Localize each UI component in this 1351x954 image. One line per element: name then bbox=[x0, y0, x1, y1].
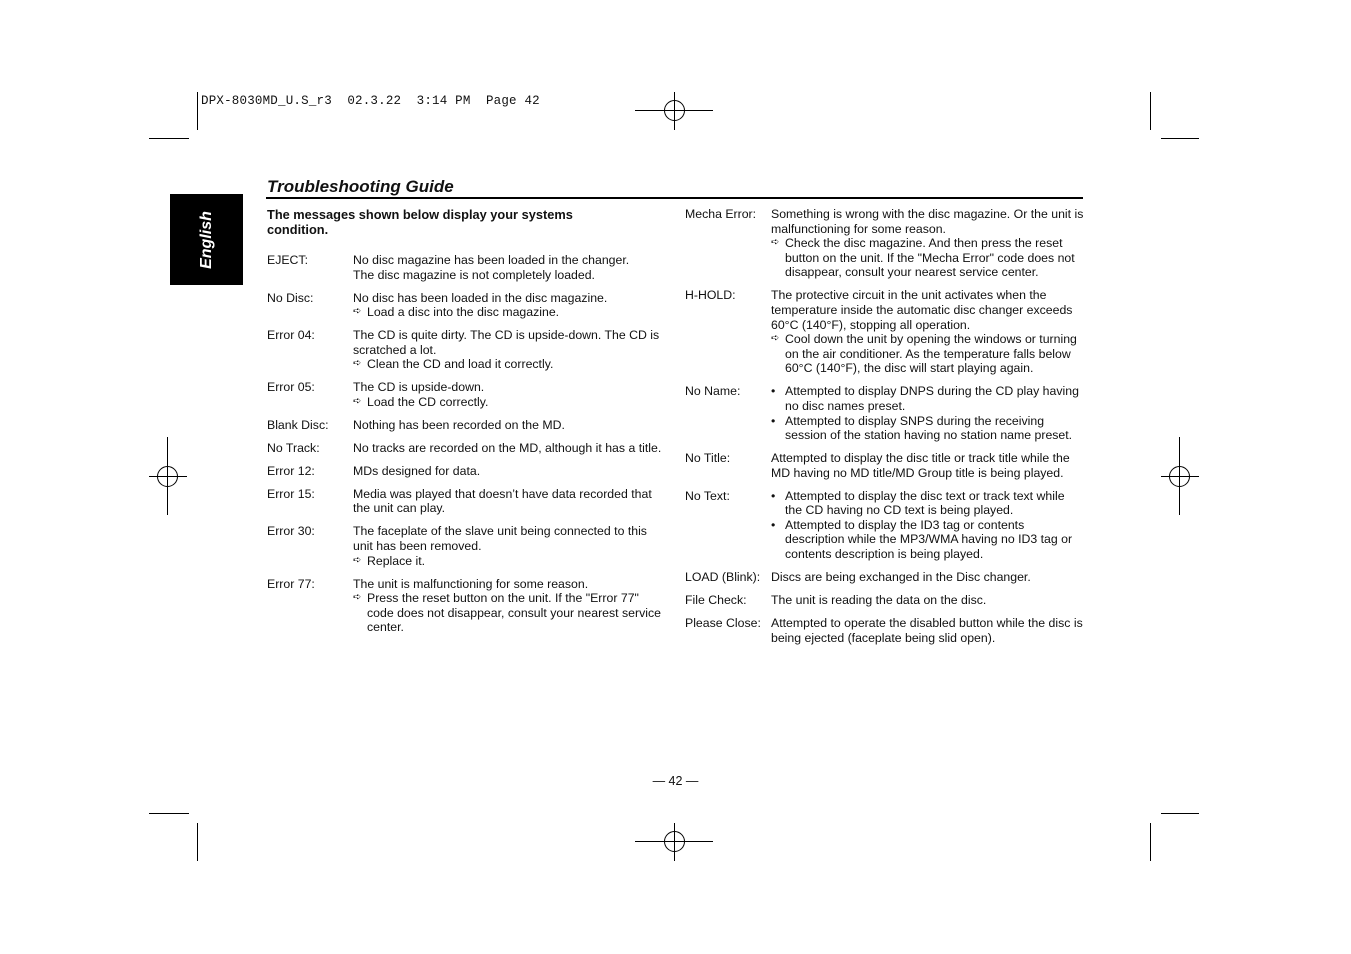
message-description bbox=[353, 441, 667, 456]
message-code: No Track: bbox=[267, 440, 320, 455]
message-code: No Text: bbox=[685, 488, 730, 503]
message-entry bbox=[267, 418, 667, 433]
left-entries bbox=[267, 253, 667, 635]
message-entry bbox=[685, 570, 1085, 585]
description-text: Attempted to display the disc title or track title while the MD having no MD title/MD Group title is being played. bbox=[771, 451, 1070, 480]
description-text: The protective circuit in the unit activates when the temperature inside the automatic disc changer exceeds 60°C (140°F), stopping all operation. bbox=[771, 288, 1073, 332]
remedy-line bbox=[353, 554, 667, 569]
remedy-text: Replace it. bbox=[367, 553, 426, 568]
crop-mark bbox=[197, 823, 198, 861]
description-text: The CD is quite dirty. The CD is upside-down. The CD is scratched a lot. bbox=[353, 328, 660, 357]
language-tab bbox=[170, 194, 243, 285]
message-code: Error 30: bbox=[267, 524, 315, 539]
message-code: Error 15: bbox=[267, 486, 315, 501]
description-text: MDs designed for data. bbox=[353, 463, 481, 478]
message-entry bbox=[267, 524, 667, 568]
left-column bbox=[267, 207, 667, 643]
message-entry bbox=[685, 451, 1085, 480]
message-entry bbox=[267, 487, 667, 516]
remedy-line bbox=[771, 332, 1085, 376]
message-description bbox=[771, 616, 1085, 645]
crop-mark bbox=[1150, 823, 1151, 861]
crop-mark bbox=[149, 138, 189, 139]
message-code: Error 12: bbox=[267, 463, 315, 478]
crop-mark bbox=[1150, 92, 1151, 130]
crop-mark bbox=[149, 813, 189, 814]
bullet-line bbox=[771, 518, 1085, 562]
arrow-icon: ➪ bbox=[771, 333, 780, 345]
message-description bbox=[353, 418, 667, 433]
remedy-line bbox=[353, 591, 667, 635]
page-title: Troubleshooting Guide bbox=[267, 177, 454, 196]
bullet-text: Attempted to display the ID3 tag or contents description while the MP3/WMA having no ID3 tag or contents description is being played. bbox=[785, 517, 1073, 562]
message-description bbox=[771, 593, 1085, 608]
message-description bbox=[771, 489, 1085, 562]
description-text: Something is wrong with the disc magazine. Or the unit is malfunctioning for some reason. bbox=[771, 207, 1084, 236]
message-description bbox=[353, 464, 667, 479]
message-entry bbox=[267, 464, 667, 479]
message-entry bbox=[685, 616, 1085, 645]
title-rule bbox=[266, 197, 1083, 199]
bullet-icon: • bbox=[771, 488, 776, 503]
bullet-line bbox=[771, 414, 1085, 443]
message-code: EJECT: bbox=[267, 253, 308, 267]
message-code: File Check: bbox=[685, 593, 747, 607]
message-code: Please Close: bbox=[685, 615, 761, 630]
message-description bbox=[353, 524, 667, 568]
intro-text: The messages shown below display your systems condition. bbox=[267, 207, 573, 237]
crop-mark bbox=[197, 92, 198, 130]
message-code: Blank Disc: bbox=[267, 417, 329, 432]
bullet-line bbox=[771, 489, 1085, 518]
arrow-icon: ➪ bbox=[353, 592, 362, 604]
message-code: Error 05: bbox=[267, 380, 315, 395]
message-description bbox=[353, 291, 667, 320]
bullet-icon: • bbox=[771, 413, 776, 428]
registration-mark-bottom bbox=[635, 823, 713, 861]
message-description bbox=[771, 207, 1085, 280]
remedy-text: Load a disc into the disc magazine. bbox=[367, 305, 560, 320]
description-text: No tracks are recorded on the MD, although it has a title. bbox=[353, 440, 662, 455]
message-description bbox=[353, 253, 667, 282]
remedy-text: Check the disc magazine. And then press the reset button on the unit. If the "Mecha Error" code does not disappear, consult your nearest service center. bbox=[785, 236, 1075, 280]
message-description bbox=[771, 451, 1085, 480]
message-code: H-HOLD: bbox=[685, 288, 736, 303]
message-entry bbox=[267, 328, 667, 372]
message-code: No Disc: bbox=[267, 290, 314, 305]
message-code: Error 04: bbox=[267, 328, 315, 343]
description-text: Media was played that doesn’t have data recorded that the unit can play. bbox=[353, 486, 652, 516]
message-code: LOAD (Blink): bbox=[685, 570, 761, 585]
bullet-text: Attempted to display DNPS during the CD play having no disc names preset. bbox=[785, 384, 1079, 413]
remedy-text: Press the reset button on the unit. If the "Error 77" code does not disappear, consult your nearest service center. bbox=[367, 591, 661, 635]
remedy-line bbox=[353, 395, 667, 410]
message-description bbox=[771, 288, 1085, 376]
message-entry bbox=[685, 384, 1085, 442]
message-description bbox=[353, 487, 667, 516]
message-entry bbox=[267, 577, 667, 635]
remedy-line bbox=[353, 357, 667, 372]
description-text: The disc magazine is not completely loaded. bbox=[353, 267, 595, 282]
message-entry bbox=[685, 288, 1085, 376]
crop-mark bbox=[1161, 813, 1199, 814]
print-slug: DPX-8030MD_U.S_r3 02.3.22 3:14 PM Page 42 bbox=[201, 94, 540, 108]
message-description bbox=[353, 328, 667, 372]
description-text: The unit is malfunctioning for some reason. bbox=[353, 576, 589, 591]
message-entry bbox=[267, 291, 667, 320]
crop-mark bbox=[1161, 138, 1199, 139]
message-description bbox=[353, 380, 667, 409]
bullet-icon: • bbox=[771, 384, 776, 399]
bullet-text: Attempted to display the disc text or track text while the CD having no CD text is being played. bbox=[785, 488, 1065, 518]
message-entry bbox=[267, 441, 667, 456]
right-entries bbox=[685, 207, 1085, 645]
remedy-text: Cool down the unit by opening the windows or turning on the air conditioner. As the temperature falls below 60°C (140°F), the disc will start playing again. bbox=[785, 332, 1077, 376]
arrow-icon: ➪ bbox=[353, 554, 362, 566]
arrow-icon: ➪ bbox=[353, 306, 362, 318]
remedy-text: Load the CD correctly. bbox=[367, 394, 489, 409]
description-text: No disc has been loaded in the disc magazine. bbox=[353, 290, 608, 305]
description-text: The CD is upside-down. bbox=[353, 380, 485, 395]
description-text: Attempted to operate the disabled button while the disc is being ejected (faceplate being slid open). bbox=[771, 615, 1083, 645]
description-text: The unit is reading the data on the disc. bbox=[771, 593, 987, 607]
arrow-icon: ➪ bbox=[353, 358, 362, 370]
bullet-icon: • bbox=[771, 517, 776, 532]
message-description bbox=[771, 384, 1085, 442]
description-text: Nothing has been recorded on the MD. bbox=[353, 417, 565, 432]
message-code: No Title: bbox=[685, 451, 731, 466]
message-entry bbox=[685, 593, 1085, 608]
message-entry bbox=[267, 253, 667, 282]
registration-mark-top bbox=[635, 92, 713, 130]
arrow-icon: ➪ bbox=[353, 395, 362, 407]
message-entry bbox=[267, 380, 667, 409]
message-code: No Name: bbox=[685, 384, 741, 399]
registration-mark-left bbox=[149, 437, 187, 515]
message-entry bbox=[685, 489, 1085, 562]
remedy-line bbox=[353, 305, 667, 320]
remedy-line bbox=[771, 236, 1085, 280]
description-text: The faceplate of the slave unit being connected to this unit has been removed. bbox=[353, 524, 647, 554]
bullet-text: Attempted to display SNPS during the receiving session of the station having no station name preset. bbox=[785, 413, 1073, 443]
language-tab-label: English bbox=[197, 210, 215, 269]
bullet-line bbox=[771, 384, 1085, 413]
arrow-icon: ➪ bbox=[771, 237, 780, 249]
right-column bbox=[685, 207, 1085, 654]
message-entry bbox=[685, 207, 1085, 280]
registration-mark-right bbox=[1161, 437, 1199, 515]
message-description bbox=[771, 570, 1085, 585]
message-code: Error 77: bbox=[267, 576, 315, 591]
message-code: Mecha Error: bbox=[685, 207, 757, 221]
remedy-text: Clean the CD and load it correctly. bbox=[367, 357, 554, 372]
description-text: Discs are being exchanged in the Disc changer. bbox=[771, 570, 1031, 585]
description-text: No disc magazine has been loaded in the changer. bbox=[353, 253, 630, 267]
page-number: — 42 — bbox=[652, 774, 699, 788]
message-description bbox=[353, 577, 667, 635]
